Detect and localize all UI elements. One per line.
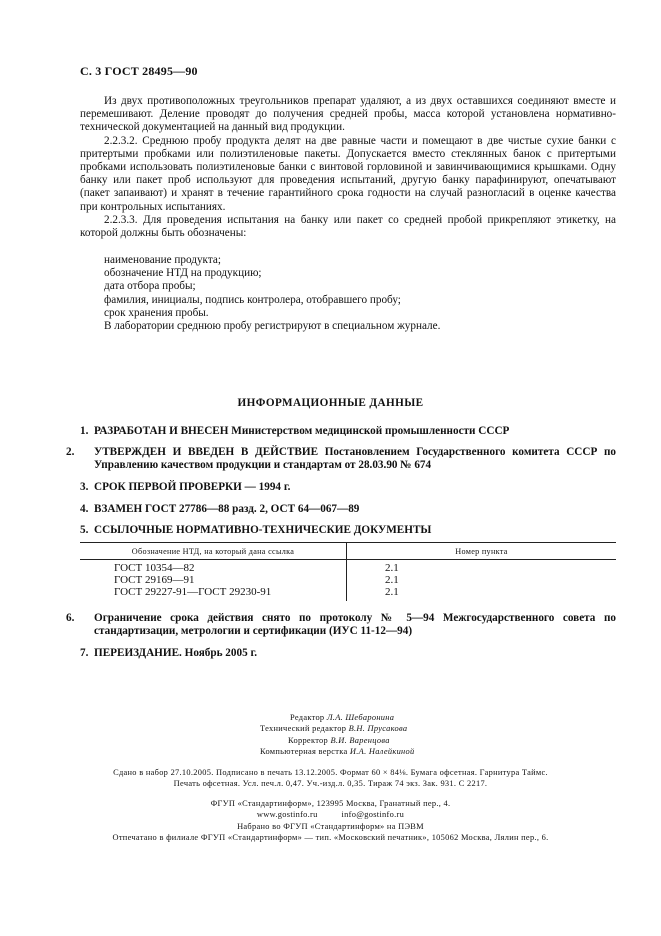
credit-corrector — [260, 735, 440, 746]
table-header-row — [80, 543, 616, 560]
item-text: ВЗАМЕН ГОСТ 27786—88 разд. 2, ОСТ 64—067—89 — [94, 503, 360, 515]
table-cell: ГОСТ 29169—91 — [80, 574, 347, 586]
credit-role: Корректор — [288, 735, 329, 745]
item-text: Ограничение срока действия снято по протоколу № 5—94 Межгосударственного совета по стандартизации, метрологии и сертификации (ИУС 11-12—94) — [94, 612, 616, 638]
table-row — [80, 560, 616, 575]
list-item: срок хранения пробы. — [104, 306, 209, 319]
table-cell: 2.1 — [385, 586, 399, 599]
item-number: 5. — [80, 524, 89, 536]
item-number: 2. — [66, 446, 75, 458]
credit-name: В.И. Варенцова — [330, 735, 390, 745]
publisher-contacts: www.gostinfo.ru info@gostinfo.ru — [256, 810, 405, 820]
credit-role: Редактор — [290, 713, 325, 722]
page-header: С. 3 ГОСТ 28495—90 — [80, 64, 198, 78]
list-item: наименование продукта; — [104, 254, 221, 266]
credit-editor — [260, 712, 440, 723]
info-item-3 — [80, 481, 616, 494]
list-item: дата отбора пробы; — [104, 280, 196, 293]
info-item-1 — [80, 425, 616, 438]
credit-tech-editor — [260, 723, 440, 734]
credit-name: И.А. Налейкиной — [349, 746, 415, 756]
credit-role: Технический редактор — [260, 724, 347, 734]
item-number: 4. — [80, 503, 89, 515]
info-section-title: ИНФОРМАЦИОННЫЕ ДАННЫЕ — [237, 397, 424, 409]
references-table — [80, 542, 616, 601]
table-cell: 2.1 — [385, 562, 399, 574]
credit-name: В.Н. Прусакова — [348, 724, 408, 734]
credit-name: Л.А. Шебаронина — [326, 713, 395, 722]
list-item: В лаборатории среднюю пробу регистрируют в специальном журнале. — [104, 320, 441, 333]
item-text: СРОК ПЕРВОЙ ПРОВЕРКИ — 1994 г. — [94, 481, 291, 493]
info-item-6 — [66, 612, 616, 639]
credit-role: Компьютерная верстка — [260, 746, 348, 756]
publisher-info — [0, 798, 661, 843]
publisher-line: Отпечатано в филиале ФГУП «Стандартинформ» — тип. «Московский печатник», 105062 Москва, Лялин пер., 6. — [112, 832, 549, 842]
list-item: фамилия, инициалы, подпись контролера, отобравшего пробу; — [104, 293, 401, 306]
paragraph-division: Из двух противоположных треугольников препарат удаляют, а из двух оставшихся соединяют вместе и перемешивают. Деление проводят до получения средней пробы, масса которой установлена нормативно-технической документацией на данный вид продукции. — [80, 95, 616, 134]
print-info — [0, 767, 661, 790]
paragraph-2-2-3-3: 2.2.3.3. Для проведения испытания на банку или пакет со средней пробой прикрепляют этикетку, на которой должны быть обозначены: — [80, 213, 616, 240]
table-cell: ГОСТ 29227-91—ГОСТ 29230-91 — [80, 586, 347, 600]
publisher-line: Набрано во ФГУП «Стандартинформ» на ПЭВМ — [237, 821, 424, 831]
info-item-4 — [80, 503, 616, 516]
info-item-7 — [80, 647, 616, 660]
column-header-clause: Номер пункта — [347, 543, 617, 560]
table-row — [80, 586, 616, 600]
list-item: обозначение НТД на продукцию; — [104, 267, 262, 280]
item-text: ПЕРЕИЗДАНИЕ. Ноябрь 2005 г. — [94, 647, 258, 659]
item-number: 7. — [80, 647, 89, 659]
print-info-line: Сдано в набор 27.10.2005. Подписано в печать 13.12.2005. Формат 60 × 84⅛. Бумага офсетная. Гарнитура Таймс. — [113, 768, 548, 777]
print-info-line: Печать офсетная. Усл. печ.л. 0,47. Уч.-изд.л. 0,35. Тираж 74 экз. Зак. 931. С 2217. — [173, 779, 488, 789]
column-header-document: Обозначение НТД, на который дана ссылка — [80, 543, 347, 560]
table-row — [80, 574, 616, 586]
staff-credits — [260, 712, 440, 757]
item-text: РАЗРАБОТАН И ВНЕСЕН Министерством медицинской промышленности СССР — [94, 425, 510, 437]
intro-text — [80, 95, 616, 240]
credit-layout — [260, 746, 440, 757]
item-text: ССЫЛОЧНЫЕ НОРМАТИВНО-ТЕХНИЧЕСКИЕ ДОКУМЕНТЫ — [94, 524, 432, 536]
item-number: 1. — [80, 425, 89, 437]
table-cell: ГОСТ 10354—82 — [80, 560, 347, 575]
table-cell: 2.1 — [385, 574, 399, 587]
label-fields-list — [104, 254, 440, 333]
item-number: 6. — [66, 612, 75, 624]
publisher-line: ФГУП «Стандартинформ», 123995 Москва, Гранатный пер., 4. — [210, 799, 451, 808]
info-item-5 — [80, 524, 616, 537]
item-text: УТВЕРЖДЕН И ВВЕДЕН В ДЕЙСТВИЕ Постановлением Государственного комитета СССР по Управлению качеством продукции и стандартам от 28.03.90 № 674 — [94, 446, 616, 472]
paragraph-2-2-3-2: 2.2.3.2. Среднюю пробу продукта делят на две равные части и помещают в две чистые сухие банки с притертыми пробками или полиэтиленовые пакеты. Допускается вместо стеклянных банок с притертыми пробками использовать полиэтиленовые банки с винтовой горловиной и завинчивающимися крышками. Одну банку или пакет проб используют для проведения испытаний, другую банку парафинируют, опечатывают (пакет запаивают) и хранят в течение гарантийного срока годности на случай разногласий в оценке качества при контрольных испытаниях. — [80, 134, 616, 213]
item-number: 3. — [80, 481, 89, 493]
info-item-2 — [66, 446, 616, 473]
